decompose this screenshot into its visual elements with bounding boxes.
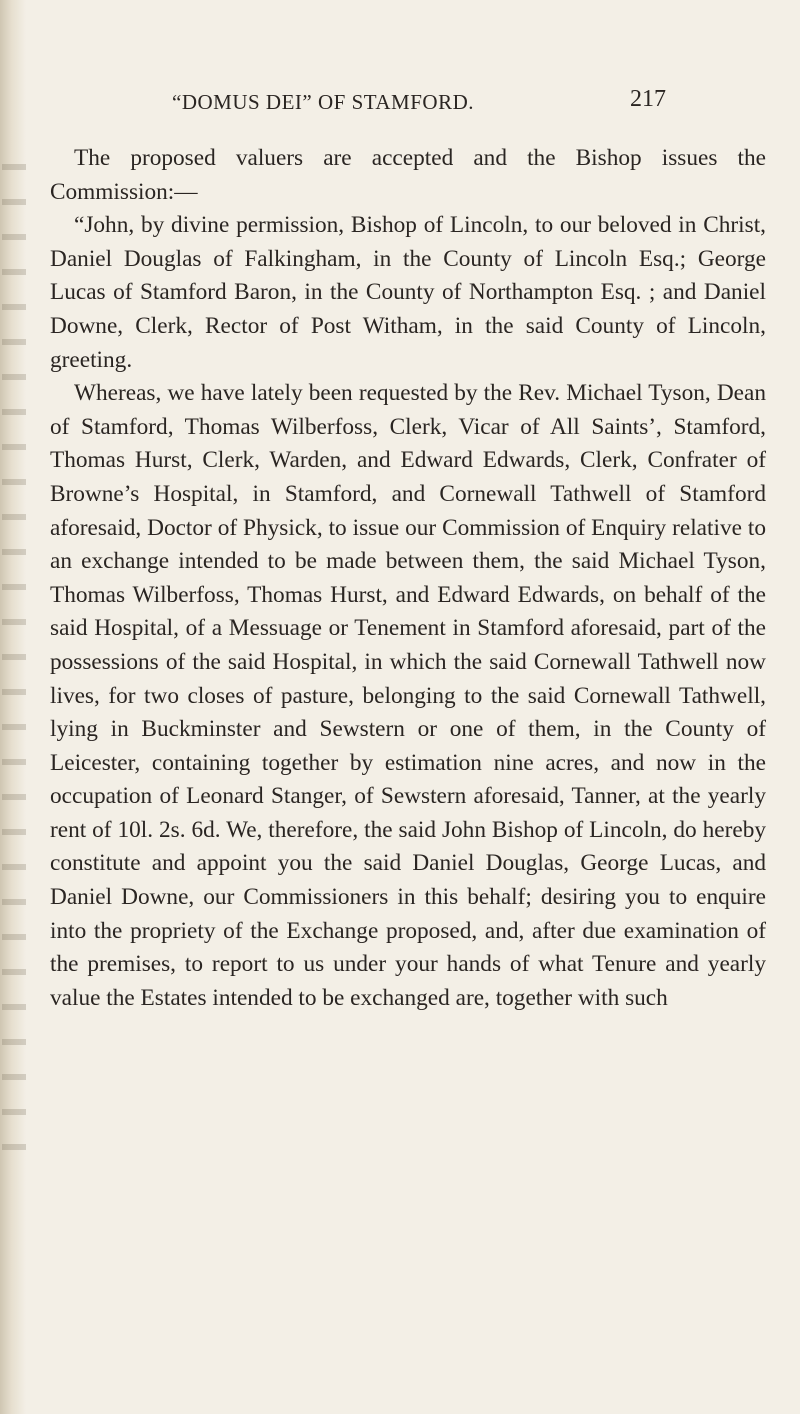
- page-number: 217: [630, 86, 666, 112]
- running-title: “DOMUS DEI” OF STAMFORD.: [172, 90, 475, 114]
- binding-gutter: [0, 0, 26, 1414]
- gutter-shadow: [2, 150, 26, 1150]
- body-text: [50, 142, 766, 1015]
- paragraph-address: “John, by divine permission, Bishop of Lincoln, to our beloved in Christ, Daniel Douglas of Falkingham, in the County of Lincoln Esq.; George Lucas of Stamford Baron, in the County of Northampton Esq. ; and Daniel Downe, Clerk, Rector of Post Witham, in the said County of Lincoln, greeting.: [50, 212, 766, 373]
- paragraph-intro: The proposed valuers are accepted and the Bishop issues the Commission:—: [50, 145, 766, 205]
- running-head: [0, 84, 800, 124]
- paragraph-whereas: Whereas, we have lately been requested by the Rev. Michael Tyson, Dean of Stamford, Thomas Wilberfoss, Clerk, Vicar of All Saints’, Stamford, Thomas Hurst, Clerk, Warden, and Edward Edwards, Clerk, Confrater of Browne’s Hospital, in Stamford, and Cornewall Tathwell of Stamford aforesaid, Doctor of Physick, to issue our Commission of Enquiry relative to an exchange intended to be made between them, the said Michael Tyson, Thomas Wilberfoss, Thomas Hurst, and Edward Edwards, on behalf of the said Hospital, of a Messuage or Tenement in Stamford aforesaid, part of the possessions of the said Hospital, in which the said Cornewall Tathwell now lives, for two closes of pasture, belonging to the said Cornewall Tathwell, lying in Buckminster and Sewstern or one of them, in the County of Leicester, containing together by estimation nine acres, and now in the occupation of Leonard Stanger, of Sewstern aforesaid, Tanner, at the yearly rent of 10l. 2s. 6d. We, therefore, the said John Bishop of Lincoln, do hereby constitute and appoint you the said Daniel Douglas, George Lucas, and Daniel Downe, our Commissioners in this behalf; desiring you to enquire into the propriety of the Exchange proposed, and, after due examination of the premises, to report to us under your hands of what Tenure and yearly value the Estates intended to be exchanged are, together with such: [50, 380, 766, 1011]
